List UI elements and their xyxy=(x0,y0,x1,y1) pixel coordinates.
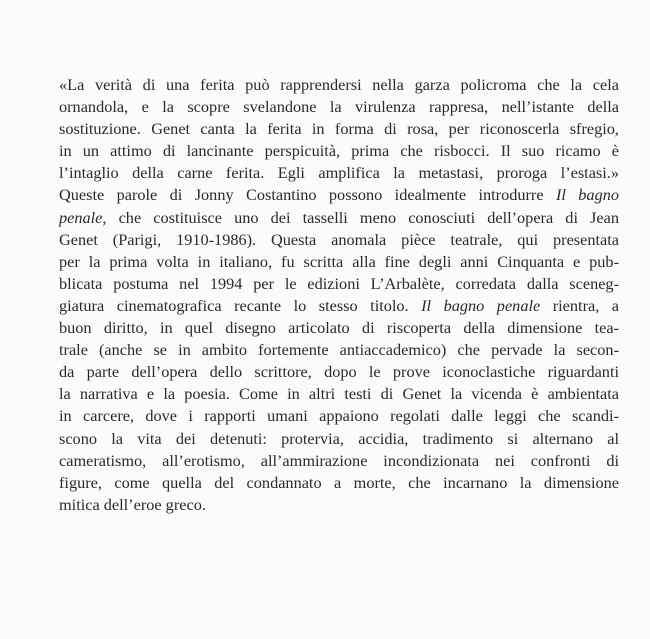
italic-title-text: Il bagno xyxy=(555,185,619,205)
text-line xyxy=(59,361,619,383)
italic-title-text: penale xyxy=(59,207,103,227)
text-line xyxy=(59,273,619,295)
text-run: in un attimo di lancinante perspicuità, prima che risbocci. Il suo ricamo è xyxy=(59,141,619,161)
text-run: trale (anche se in ambito fortemente antiaccademico) che pervade la secon- xyxy=(59,340,619,360)
text-line xyxy=(59,96,619,118)
text-run: figure, come quella del condannato a morte, che incarnano la dimensione xyxy=(59,472,619,492)
text-line xyxy=(59,207,619,229)
text-run: sostituzione. Genet canta la ferita in forma di rosa, per riconoscerla sfregio, xyxy=(59,119,619,139)
text-line xyxy=(59,229,619,251)
text-run: l’intaglio della carne ferita. Egli amplifica la metastasi, proroga l’estasi.» xyxy=(59,163,619,183)
text-line xyxy=(59,74,619,96)
text-run: mitica dell’eroe greco. xyxy=(59,494,206,514)
text-run: la narrativa e la poesia. Come in altri testi di Genet la vicenda è ambientata xyxy=(59,384,619,404)
text-run: Genet (Parigi, 1910-1986). Questa anomala pièce teatrale, qui presentata xyxy=(59,229,619,249)
text-line xyxy=(59,118,619,140)
text-run: ornandola, e la scopre svelandone la virulenza rappresa, nell’istante della xyxy=(59,97,619,117)
text-line xyxy=(59,251,619,273)
text-line xyxy=(59,295,619,317)
text-run: cameratismo, all’erotismo, all’ammirazione incondizionata nei confronti di xyxy=(59,450,619,470)
text-run: scono la vita dei detenuti: protervia, accidia, tradimento si alternano al xyxy=(59,428,619,448)
text-run: «La verità di una ferita può rapprendersi nella garza policroma che la cela xyxy=(59,75,619,94)
text-line xyxy=(59,383,619,405)
text-line xyxy=(59,472,619,494)
text-line xyxy=(59,339,619,361)
text-line xyxy=(59,494,619,516)
text-run: in carcere, dove i rapporti umani appaiono regolati dalle leggi che scandi- xyxy=(59,406,619,426)
text-run: blicata postuma nel 1994 per le edizioni L’Arbalète, corredata dalla sceneg- xyxy=(59,273,619,293)
text-line xyxy=(59,405,619,427)
text-run: giatura cinematografica recante lo stesso titolo. xyxy=(59,295,422,315)
italic-title-text: Il bagno penale xyxy=(421,295,541,315)
text-line xyxy=(59,162,619,184)
text-run: da parte dell’opera dello scrittore, dopo le prove iconoclastiche riguardanti xyxy=(59,362,619,382)
text-run: Queste parole di Jonny Costantino possono idealmente introdurre xyxy=(59,185,556,205)
text-line xyxy=(59,450,619,472)
text-run: , che costituisce uno dei tasselli meno conosciuti dell’opera di Jean xyxy=(102,207,619,227)
text-line xyxy=(59,184,619,206)
text-run: buon diritto, in quel disegno articolato di riscoperta della dimensione tea- xyxy=(59,318,619,338)
text-line xyxy=(59,140,619,162)
passage-text xyxy=(59,74,619,516)
text-line xyxy=(59,317,619,339)
text-run: per la prima volta in italiano, fu scritta alla fine degli anni Cinquanta e pub- xyxy=(59,251,619,271)
text-run: rientra, a xyxy=(540,295,620,315)
text-line xyxy=(59,428,619,450)
